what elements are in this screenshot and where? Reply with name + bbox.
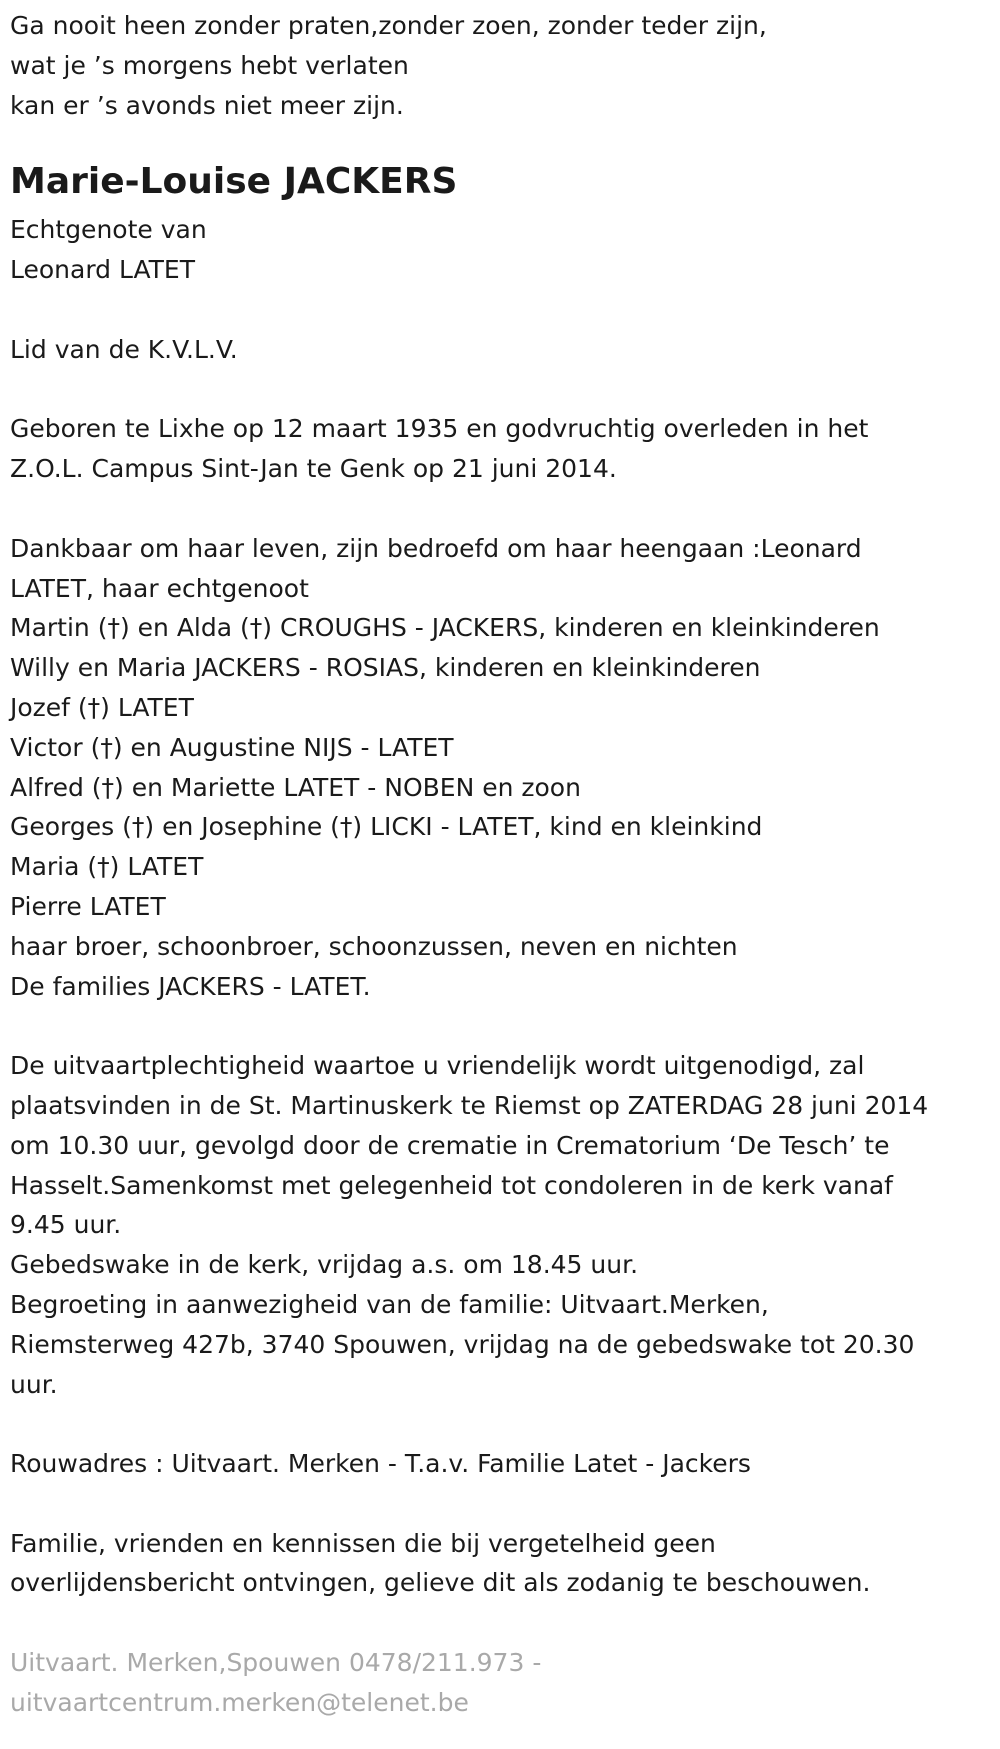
birth-death-line: Z.O.L. Campus Sint-Jan te Genk op 21 juni 2014. [10, 454, 617, 484]
mourners-line: LATET, haar echtgenoot [10, 573, 309, 603]
ceremony-line: Riemsterweg 427b, 3740 Spouwen, vrijdag na de gebedswake tot 20.30 [10, 1329, 915, 1359]
mourners-line: Jozef (†) LATET [10, 692, 194, 722]
membership-line: Lid van de K.V.L.V. [10, 334, 238, 364]
mourning-address [10, 1444, 990, 1484]
spouse-intro-line: Echtgenote van [10, 215, 207, 245]
ceremony-line: Gebedswake in de kerk, vrijdag a.s. om 18.45 uur. [10, 1250, 639, 1280]
footer-line: Uitvaart. Merken,Spouwen 0478/211.973 - [10, 1648, 542, 1678]
ceremony-line: Hasselt.Samenkomst met gelegenheid tot condoleren in de kerk vanaf [10, 1170, 893, 1200]
ceremony-line: uur. [10, 1369, 58, 1399]
poem-line: Ga nooit heen zonder praten,zonder zoen, zonder teder zijn, [10, 11, 767, 40]
note-line: overlijdensbericht ontvingen, gelieve dit als zodanig te beschouwen. [10, 1568, 871, 1598]
mourners-line: Maria (†) LATET [10, 852, 204, 882]
birth-death [10, 409, 990, 489]
mourners-line: Alfred (†) en Mariette LATET - NOBEN en zoon [10, 772, 581, 802]
poem-line: kan er ’s avonds niet meer zijn. [10, 90, 404, 120]
mourners-line: haar broer, schoonbroer, schoonzussen, neven en nichten [10, 931, 738, 961]
birth-death-line: Geboren te Lixhe op 12 maart 1935 en godvruchtig overleden in het [10, 414, 869, 444]
mourners-line: Dankbaar om haar leven, zijn bedroefd om haar heengaan :Leonard [10, 533, 862, 563]
mourners-line: Willy en Maria JACKERS - ROSIAS, kinderen en kleinkinderen [10, 653, 761, 683]
ceremony-line: De uitvaartplechtigheid waartoe u vriendelijk wordt uitgenodigd, zal [10, 1051, 865, 1081]
spouse-name: Leonard LATET [10, 255, 195, 285]
membership [10, 330, 990, 370]
ceremony-line: Begroeting in aanwezigheid van de familie: Uitvaart.Merken, [10, 1289, 769, 1319]
mourners-line: Victor (†) en Augustine NIJS - LATET [10, 732, 454, 762]
poem [10, 6, 990, 125]
ceremony-line: om 10.30 uur, gevolgd door de crematie in Crematorium ‘De Tesch’ te [10, 1130, 890, 1160]
mourners-list [10, 529, 990, 1007]
footer-email: uitvaartcentrum.merken@telenet.be [10, 1687, 469, 1717]
note [10, 1524, 990, 1604]
note-line: Familie, vrienden en kennissen die bij vergetelheid geen [10, 1528, 716, 1558]
mourners-line: Martin (†) en Alda (†) CROUGHS - JACKERS, kinderen en kleinkinderen [10, 613, 880, 643]
ceremony-line: 9.45 uur. [10, 1210, 122, 1240]
deceased-name: Marie-Louise JACKERS [10, 161, 458, 203]
footer-contact [10, 1643, 990, 1723]
spouse-intro [10, 210, 990, 290]
mourners-line: De families JACKERS - LATET. [10, 971, 371, 1001]
ceremony-details [10, 1046, 990, 1404]
ceremony-line: plaatsvinden in de St. Martinuskerk te Riemst op ZATERDAG 28 juni 2014 [10, 1090, 929, 1120]
mourners-line: Georges (†) en Josephine (†) LICKI - LATET, kind en kleinkind [10, 812, 763, 842]
mourning-address-line: Rouwadres : Uitvaart. Merken - T.a.v. Familie Latet - Jackers [10, 1449, 751, 1479]
mourners-line: Pierre LATET [10, 891, 166, 921]
poem-line: wat je ’s morgens hebt verlaten [10, 50, 409, 80]
